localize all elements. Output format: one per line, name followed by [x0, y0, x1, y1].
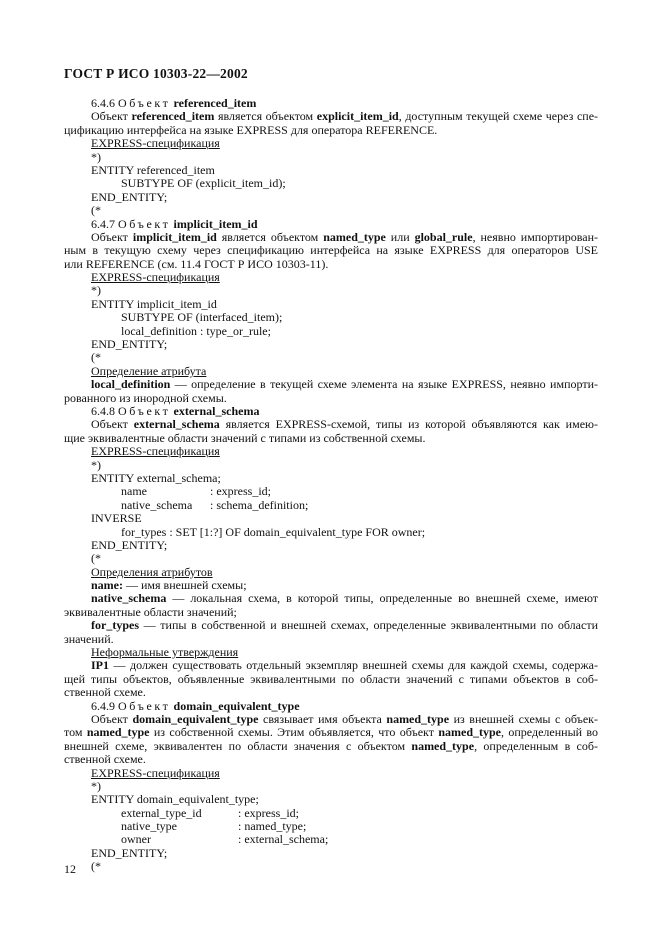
code-line: ENTITY implicit_item_id	[91, 296, 217, 311]
entity-name: domain_equivalent_type	[173, 698, 300, 713]
paragraph-line	[64, 418, 598, 431]
paragraph-line	[64, 740, 598, 753]
paragraph-line	[64, 579, 598, 592]
attribute-name: owner	[121, 832, 151, 847]
code-line: END_ENTITY;	[91, 845, 168, 860]
paragraph-line: значений.	[64, 631, 114, 646]
code-line	[64, 807, 598, 820]
code-line	[64, 833, 598, 846]
paragraph-line: или REFERENCE (см. 11.4 ГОСТ Р ИСО 10303-11).	[64, 256, 329, 271]
attribute-name: external_type_id	[121, 805, 202, 820]
code-line: (*	[91, 859, 101, 874]
spec-label: EXPRESS-спецификация	[91, 270, 220, 285]
bold-term: named_type	[323, 229, 386, 244]
attribute-heading-label: Определения атрибутов	[91, 564, 213, 579]
text-run: Объект	[91, 417, 134, 432]
text-run: — локальная схема, в которой типы, определенные во внешней схеме, имеют	[166, 591, 598, 606]
paragraph-line: цификацию интерфейса на языке EXPRESS для оператора REFERENCE.	[64, 122, 438, 137]
spec-heading	[64, 271, 598, 284]
spec-heading	[64, 137, 598, 150]
code-line: *)	[91, 283, 101, 298]
bold-term: IP1	[91, 658, 109, 673]
code-line	[64, 499, 598, 512]
code-line: END_ENTITY;	[91, 537, 168, 552]
bold-term: explicit_item_id	[316, 109, 399, 124]
bold-term: domain_equivalent_type	[132, 711, 259, 726]
object-word: Объект	[118, 698, 171, 713]
attribute-heading	[64, 365, 598, 378]
code-line: INVERSE	[91, 511, 142, 526]
text-run: внешней схеме, эквивалентен по области значения с объектом	[64, 738, 412, 753]
attribute-name: native_type	[121, 819, 177, 834]
paragraph-line	[64, 726, 598, 739]
bold-term: native_schema	[91, 591, 167, 606]
paragraph-line: ным в текущую схему через спецификацию интерфейса на языке EXPRESS для операторов USE	[64, 243, 598, 258]
text-run: или	[385, 229, 415, 244]
code-line: ENTITY domain_equivalent_type;	[91, 792, 259, 807]
paragraph-line: ственной схеме.	[64, 685, 146, 700]
paragraph-line	[64, 592, 598, 605]
section-number: 6.4.7	[91, 216, 115, 231]
text-run: связывает имя объекта	[258, 711, 387, 726]
spec-label: EXPRESS-спецификация	[91, 444, 220, 459]
code-line	[64, 485, 598, 498]
section-heading-6-4-9	[64, 700, 598, 713]
spec-label: EXPRESS-спецификация	[91, 765, 220, 780]
text-run: из внешней схемы с объек-	[449, 711, 599, 726]
bold-term: named_type	[438, 725, 502, 740]
section-number: 6.4.8	[91, 403, 115, 418]
spec-heading	[64, 445, 598, 458]
spec-heading	[64, 767, 598, 780]
code-line: END_ENTITY;	[91, 337, 168, 352]
paragraph-line	[64, 110, 598, 123]
bold-term: implicit_item_id	[132, 229, 217, 244]
text-run: Объект	[91, 229, 133, 244]
paragraph-line: рованного из инородной схемы.	[64, 390, 227, 405]
text-run: , неявно импортирован-	[472, 229, 598, 244]
paragraph-line	[64, 378, 598, 391]
bold-term: named_type	[411, 738, 475, 753]
page-header: ГОСТ Р ИСО 10303-22—2002	[64, 66, 248, 81]
code-line: *)	[91, 778, 101, 793]
section-number: 6.4.6	[91, 96, 115, 110]
object-word: Объект	[118, 96, 171, 110]
section-number: 6.4.9	[91, 698, 115, 713]
paragraph-line: щие эквивалентные области значений с типами из собственной схемы.	[64, 430, 426, 445]
text-run: том	[64, 725, 87, 740]
text-run: Объект	[91, 109, 132, 124]
bold-term: local_definition	[91, 377, 171, 392]
text-run: , доступным текущей схеме через спе-	[398, 109, 599, 124]
attribute-type: : schema_definition;	[210, 497, 309, 512]
text-run: , определенным в соб-	[474, 738, 598, 753]
entity-name: referenced_item	[173, 96, 257, 110]
attribute-type: : express_id;	[210, 484, 271, 499]
bold-term: named_type	[386, 711, 450, 726]
code-line: (*	[91, 350, 101, 365]
bold-term: referenced_item	[131, 109, 215, 124]
code-line: local_definition : type_or_rule;	[121, 323, 271, 338]
section-heading-6-4-7	[64, 218, 598, 231]
code-line: ENTITY external_schema;	[91, 470, 221, 485]
attribute-type: : express_id;	[238, 805, 299, 820]
bold-term: name:	[91, 578, 123, 593]
attribute-type: : external_schema;	[238, 832, 329, 847]
text-run: из собственной схемы. Этим объявляется, что объект	[149, 725, 439, 740]
paragraph-line	[64, 659, 598, 672]
text-run: — определение в текущей схеме элемента на языке EXPRESS, неявно импорти-	[170, 377, 598, 392]
code-line: for_types : SET [1:?] OF domain_equivalent_type FOR owner;	[121, 524, 426, 539]
text-run: — должен существовать отдельный экземпляр внешней схемы для каждой схемы, содержа-	[109, 658, 598, 673]
paragraph-line	[64, 619, 598, 632]
text-run: является объектом	[214, 109, 317, 124]
bold-term: external_schema	[133, 417, 220, 432]
text-run: является объектом	[216, 229, 324, 244]
code-line: SUBTYPE OF (explicit_item_id);	[121, 176, 286, 191]
code-line: *)	[91, 149, 101, 164]
attribute-heading	[64, 566, 598, 579]
page-number: 12	[64, 862, 76, 876]
code-line: (*	[91, 203, 101, 218]
bold-term: named_type	[86, 725, 150, 740]
attribute-name: name	[121, 484, 147, 499]
entity-name: external_schema	[173, 403, 260, 418]
object-word: Объект	[118, 216, 171, 231]
paragraph-line	[64, 231, 598, 244]
entity-name: implicit_item_id	[173, 216, 258, 231]
code-line: ENTITY referenced_item	[91, 162, 215, 177]
attribute-name: native_schema	[121, 497, 193, 512]
document-body	[64, 97, 598, 874]
attribute-heading-label: Определение атрибута	[91, 363, 207, 378]
code-line	[64, 820, 598, 833]
informal-heading-label: Неформальные утверждения	[91, 645, 239, 660]
paragraph-line: эквивалентные области значений;	[64, 604, 237, 619]
text-run: Объект	[91, 711, 133, 726]
code-line: END_ENTITY;	[91, 189, 168, 204]
paragraph-line: ственной схеме.	[64, 752, 146, 767]
text-run: — имя внешней схемы;	[123, 578, 247, 593]
paragraph-line	[64, 713, 598, 726]
informal-heading	[64, 646, 598, 659]
code-line: SUBTYPE OF (interfaced_item);	[121, 310, 283, 325]
code-line: (*	[91, 551, 101, 566]
bold-term: for_types	[91, 618, 139, 633]
section-heading-6-4-8	[64, 405, 598, 418]
spec-label: EXPRESS-спецификация	[91, 136, 220, 151]
text-run: — типы в собственной и внешней схемах, определенные эквивалентными по области	[139, 618, 598, 633]
object-word: Объект	[118, 403, 171, 418]
bold-term: global_rule	[414, 229, 473, 244]
paragraph-line: щей типы объектов, объявленные эквивалентными по области значений с типами объектов в соб-	[64, 671, 598, 686]
attribute-type: : named_type;	[238, 819, 307, 834]
text-run: является EXPRESS-схемой, типы из которой объявляются как имею-	[219, 417, 598, 432]
section-heading-6-4-6	[64, 97, 598, 110]
code-line: *)	[91, 457, 101, 472]
text-run: , определенный во	[501, 725, 599, 740]
